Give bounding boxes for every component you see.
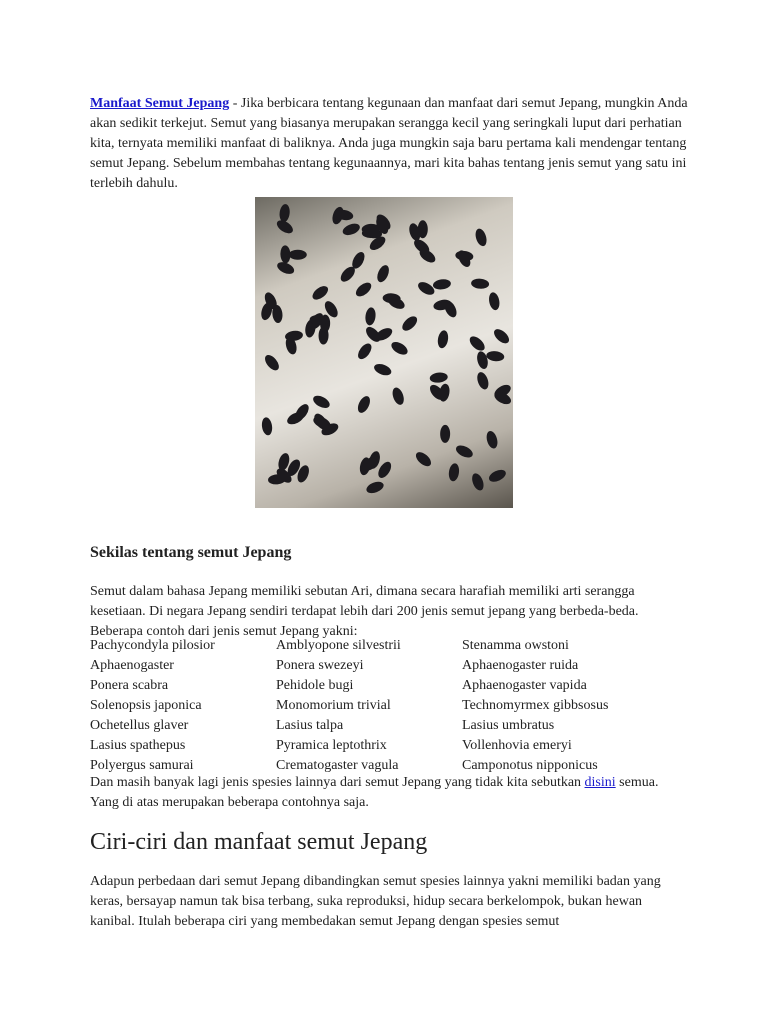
ant-shape bbox=[280, 245, 291, 263]
species-cell: Solenopsis japonica bbox=[90, 698, 202, 713]
species-cell: Lasius talpa bbox=[276, 718, 344, 733]
ant-shape bbox=[390, 386, 405, 406]
ant-shape bbox=[471, 278, 490, 289]
species-cell: Amblyopone silvestrii bbox=[276, 638, 401, 653]
section2-paragraph: Adapun perbedaan dari semut Jepang dibandingkan semut spesies lainnya yakni memiliki badan yang keras, bersayap namun tak bisa terbang, suka reproduksi, hidup secara berkelompok, bukan hewan kanibal. Itulah beberapa ciri yang membedakan semut Jepang dengan spesies semut bbox=[90, 874, 661, 929]
species-cell: Stenamma owstoni bbox=[462, 638, 569, 653]
ant-shape bbox=[355, 341, 374, 361]
closing-text-end: semua. Yang di atas merupakan beberapa contohnya saja. bbox=[90, 775, 659, 810]
section-paragraph: Semut dalam bahasa Jepang memiliki sebutan Ari, dimana secara harafiah memiliki arti serangga kesetiaan. Di negara Jepang sendiri terdapat lebih dari 200 jenis semut jepang yang berbeda-beda. Beberapa contoh dari jenis semut Jepang yakni: bbox=[90, 584, 639, 639]
species-cell: Aphaenogaster vapida bbox=[462, 678, 587, 693]
closing-paragraph bbox=[90, 773, 690, 813]
ant-shape bbox=[437, 330, 450, 349]
intro-paragraph bbox=[90, 94, 690, 194]
closing-text: Dan masih banyak lagi jenis spesies lainnya dari semut Jepang yang tidak kita sebutkan bbox=[90, 775, 585, 790]
species-row bbox=[90, 696, 648, 716]
ant-shape bbox=[487, 467, 508, 484]
species-row bbox=[90, 676, 648, 696]
ant-shape bbox=[289, 250, 307, 260]
section-heading: Sekilas tentang semut Jepang bbox=[90, 544, 292, 561]
ant-shape bbox=[454, 443, 475, 460]
species-cell: Pyramica leptothrix bbox=[276, 738, 387, 753]
ant-shape bbox=[429, 372, 448, 384]
species-cell: Crematogaster vagula bbox=[276, 758, 399, 773]
ant-shape bbox=[373, 362, 393, 378]
ant-shape bbox=[474, 227, 489, 247]
species-cell: Lasius umbratus bbox=[462, 718, 555, 733]
title-link[interactable]: Manfaat Semut Jepang bbox=[90, 96, 230, 111]
ant-shape bbox=[488, 291, 501, 311]
main-heading: Ciri-ciri dan manfaat semut Jepang bbox=[90, 829, 428, 855]
ant-shape bbox=[486, 350, 505, 362]
ant-shape bbox=[416, 280, 437, 298]
ant-shape bbox=[261, 417, 274, 436]
ant-shape bbox=[432, 278, 451, 290]
species-cell: Lasius spathepus bbox=[90, 738, 186, 753]
ant-shape bbox=[492, 327, 512, 346]
species-cell: Pachycondyla pilosior bbox=[90, 638, 215, 653]
species-cell: Technomyrmex gibbsosus bbox=[462, 698, 609, 713]
species-cell: Ochetellus glaver bbox=[90, 718, 189, 733]
species-row bbox=[90, 736, 648, 756]
ant-shape bbox=[364, 307, 376, 326]
ant-shape bbox=[262, 353, 281, 373]
species-cell: Ponera scabra bbox=[90, 678, 169, 693]
ant-shape bbox=[475, 371, 490, 391]
ant-shape bbox=[341, 221, 361, 237]
ants-photo bbox=[255, 197, 513, 508]
species-cell: Camponotus nipponicus bbox=[462, 758, 598, 773]
ant-shape bbox=[440, 425, 450, 443]
species-row bbox=[90, 636, 648, 656]
ant-shape bbox=[475, 350, 489, 370]
species-cell: Vollenhovia emeryi bbox=[462, 738, 572, 753]
species-row bbox=[90, 716, 648, 736]
ant-shape bbox=[279, 204, 291, 223]
ant-shape bbox=[389, 339, 410, 357]
intro-text: - Jika berbicara tentang kegunaan dan manfaat dari semut Jepang, mungkin Anda akan sedikit terkejut. Semut yang biasanya merupakan serangga kecil yang seringkali luput dari perhatian kita, ternyata memiliki manfaat di baliknya. Anda juga mungkin saja baru pertama kali mendengar tentang semut Jepang. Sebelum membahas tentang kegunaannya, mari kita bahas tentang jenis semut yang satu ini terlebih dahulu. bbox=[90, 96, 688, 191]
ant-shape bbox=[485, 430, 500, 450]
ant-shape bbox=[365, 480, 385, 496]
ant-shape bbox=[310, 283, 330, 302]
species-cell: Pehidole bugi bbox=[276, 678, 354, 693]
species-cell: Monomorium trivial bbox=[276, 698, 391, 713]
ant-shape bbox=[413, 449, 433, 468]
disini-link[interactable]: disini bbox=[584, 775, 616, 790]
species-cell: Ponera swezeyi bbox=[276, 658, 364, 673]
species-row bbox=[90, 656, 648, 676]
ant-shape bbox=[375, 263, 391, 283]
ant-shape bbox=[355, 394, 372, 415]
ant-shape bbox=[311, 393, 332, 410]
ant-shape bbox=[467, 334, 487, 354]
species-table bbox=[90, 636, 648, 776]
ant-shape bbox=[353, 280, 373, 299]
ant-shape bbox=[470, 472, 486, 492]
ant-shape bbox=[400, 314, 420, 334]
species-cell: Polyergus samurai bbox=[90, 758, 194, 773]
ant-shape bbox=[448, 463, 460, 482]
species-cell: Aphaenogaster ruida bbox=[462, 658, 579, 673]
species-cell: Aphaenogaster bbox=[90, 658, 174, 673]
